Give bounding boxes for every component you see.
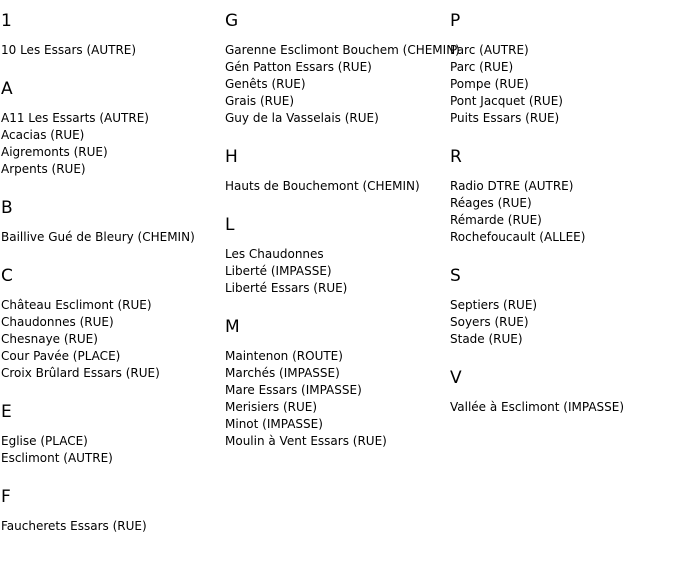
street-link[interactable]: Réages (RUE) (450, 196, 532, 210)
street-link[interactable]: Aigremonts (RUE) (1, 145, 108, 159)
street-link[interactable]: Merisiers (RUE) (225, 400, 318, 414)
street-link[interactable]: Pompe (RUE) (450, 77, 529, 91)
letter-heading: B (1, 198, 13, 218)
street-link[interactable]: Chaudonnes (RUE) (1, 315, 114, 329)
street-link[interactable]: Chesnaye (RUE) (1, 332, 98, 346)
street-link[interactable]: Mare Essars (IMPASSE) (225, 383, 362, 397)
street-link[interactable]: Hauts de Bouchemont (CHEMIN) (225, 179, 420, 193)
letter-heading: H (225, 147, 238, 167)
letter-group (225, 11, 460, 127)
index-column-1 (1, 11, 195, 555)
street-link[interactable]: Les Chaudonnes (225, 247, 324, 261)
letter-group (450, 368, 624, 416)
street-link[interactable]: Pont Jacquet (RUE) (450, 94, 563, 108)
street-link[interactable]: Puits Essars (RUE) (450, 111, 560, 125)
street-link[interactable]: Maintenon (ROUTE) (225, 349, 343, 363)
street-link[interactable]: Faucherets Essars (RUE) (1, 519, 147, 533)
letter-group (1, 198, 195, 246)
letter-group (225, 317, 460, 450)
street-link[interactable]: Soyers (RUE) (450, 315, 529, 329)
letter-heading: L (225, 215, 235, 235)
street-link[interactable]: Grais (RUE) (225, 94, 295, 108)
street-link[interactable]: Croix Brûlard Essars (RUE) (1, 366, 160, 380)
street-link[interactable]: Liberté Essars (RUE) (225, 281, 348, 295)
letter-group (1, 402, 195, 467)
street-link[interactable]: Château Esclimont (RUE) (1, 298, 152, 312)
street-link[interactable]: Cour Pavée (PLACE) (1, 349, 121, 363)
street-link[interactable]: Septiers (RUE) (450, 298, 538, 312)
street-link[interactable]: Marchés (IMPASSE) (225, 366, 340, 380)
street-link[interactable]: Rémarde (RUE) (450, 213, 542, 227)
street-link[interactable]: Parc (AUTRE) (450, 43, 529, 57)
letter-heading: P (450, 11, 461, 31)
street-link[interactable]: Eglise (PLACE) (1, 434, 88, 448)
index-column-3 (450, 11, 624, 436)
letter-group (1, 487, 195, 535)
letter-heading: V (450, 368, 462, 388)
street-link[interactable]: Arpents (RUE) (1, 162, 86, 176)
letter-heading: R (450, 147, 462, 167)
letter-heading: G (225, 11, 239, 31)
street-link[interactable]: Baillive Gué de Bleury (CHEMIN) (1, 230, 195, 244)
street-link[interactable]: Guy de la Vasselais (RUE) (225, 111, 379, 125)
street-link[interactable]: Acacias (RUE) (1, 128, 85, 142)
street-link[interactable]: Liberté (IMPASSE) (225, 264, 332, 278)
street-link[interactable]: Esclimont (AUTRE) (1, 451, 113, 465)
letter-heading: A (1, 79, 13, 99)
letter-group (1, 266, 195, 382)
street-link[interactable]: 10 Les Essars (AUTRE) (1, 43, 137, 57)
letter-heading: S (450, 266, 461, 286)
letter-group (450, 11, 624, 127)
letter-heading: F (1, 487, 11, 507)
street-link[interactable]: Parc (RUE) (450, 60, 514, 74)
letter-group (225, 147, 460, 195)
street-link[interactable]: Minot (IMPASSE) (225, 417, 323, 431)
letter-group (450, 147, 624, 246)
letter-group (225, 215, 460, 297)
street-link[interactable]: A11 Les Essarts (AUTRE) (1, 111, 149, 125)
street-link[interactable]: Garenne Esclimont Bouchem (CHEMIN) (225, 43, 460, 57)
street-link[interactable]: Genêts (RUE) (225, 77, 306, 91)
letter-heading: E (1, 402, 12, 422)
letter-group (1, 11, 195, 59)
street-link[interactable]: Gén Patton Essars (RUE) (225, 60, 372, 74)
street-link[interactable]: Radio DTRE (AUTRE) (450, 179, 574, 193)
street-link[interactable]: Rochefoucault (ALLEE) (450, 230, 586, 244)
street-link[interactable]: Moulin à Vent Essars (RUE) (225, 434, 387, 448)
letter-group (450, 266, 624, 348)
letter-heading: C (1, 266, 13, 286)
letter-group (1, 79, 195, 178)
street-link[interactable]: Stade (RUE) (450, 332, 523, 346)
letter-heading: 1 (1, 11, 12, 31)
index-column-2 (225, 11, 460, 470)
street-link[interactable]: Vallée à Esclimont (IMPASSE) (450, 400, 625, 414)
letter-heading: M (225, 317, 240, 337)
